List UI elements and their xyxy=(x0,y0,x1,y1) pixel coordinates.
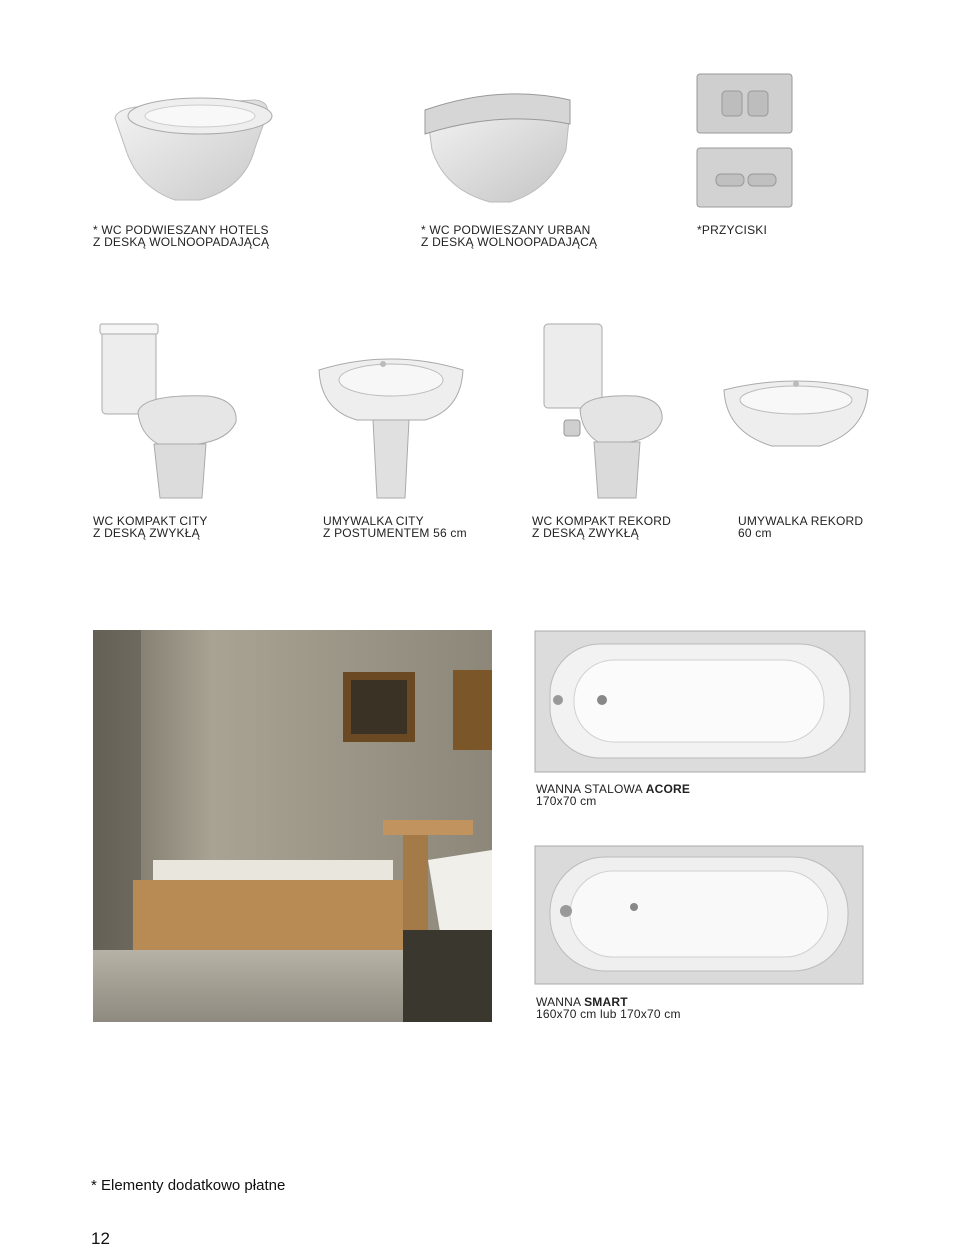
wc-urban-image xyxy=(420,80,575,210)
footnote: * Elementy dodatkowo płatne xyxy=(91,1177,286,1194)
flush-button-1-image xyxy=(696,73,793,134)
caption-wc-kompakt-rekord: WC KOMPAKT REKORD Z DESKĄ ZWYKŁĄ xyxy=(532,514,671,540)
caption-przyciski: *PRZYCISKI xyxy=(697,223,768,237)
umywalka-city-image xyxy=(315,350,467,500)
caption-wc-kompakt-city: WC KOMPAKT CITY Z DESKĄ ZWYKŁĄ xyxy=(93,514,208,540)
flush-button-2-image xyxy=(696,147,793,208)
wc-kompakt-city-image xyxy=(98,322,242,502)
caption-wanna-acore: WANNA STALOWA ACORE 170x70 cm xyxy=(536,782,691,808)
page-number: 12 xyxy=(91,1229,110,1248)
bathtub-smart-image xyxy=(534,845,864,985)
wc-kompakt-rekord-image xyxy=(540,320,666,502)
bathtub-acore-image xyxy=(534,630,866,773)
caption-umywalka-city: UMYWALKA CITY Z POSTUMENTEM 56 cm xyxy=(323,514,467,540)
caption-wc-hotels: * WC PODWIESZANY HOTELS Z DESKĄ WOLNOOPADAJĄCĄ xyxy=(93,223,270,249)
wc-hotels-image xyxy=(105,88,275,208)
caption-wc-urban: * WC PODWIESZANY URBAN Z DESKĄ WOLNOOPADAJĄCĄ xyxy=(421,223,598,249)
umywalka-rekord-image xyxy=(720,372,872,450)
bathroom-photo xyxy=(93,630,492,1022)
caption-wanna-smart: WANNA SMART 160x70 cm lub 170x70 cm xyxy=(536,995,681,1021)
caption-umywalka-rekord: UMYWALKA REKORD 60 cm xyxy=(738,514,864,540)
